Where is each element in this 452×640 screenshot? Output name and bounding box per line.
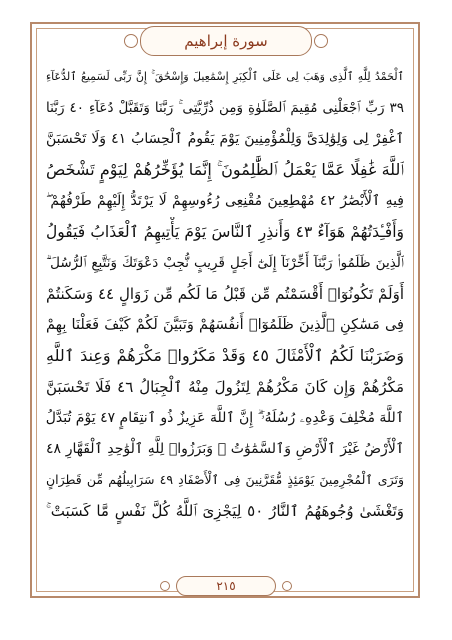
text-line: وَأَفْـِٔدَتُهُمْ هَوَآءٌ ٤٣ وَأَنذِرِ ٱلنَّاسَ يَوْمَ يَأْتِيهِمُ ٱلْعَذَابُ فَيَقُولُ [46,223,404,241]
text-line: مَكْرُهُمْ وَإِن كَانَ مَكْرُهُمْ لِتَزُولَ مِنْهُ ٱلْجِبَالُ ٤٦ فَلَا تَحْسَبَنَّ [46,378,404,396]
text-line: وَتَرَى ٱلْمُجْرِمِينَ يَوْمَئِذٍ مُّقَرَّنِينَ فِى ٱلْأَصْفَادِ ٤٩ سَرَابِيلُهُم مِّن قَطِرَانٍ [46,472,404,487]
text-line: فِى مَسَٰكِنِ ٱلَّذِينَ ظَلَمُوٓا۟ أَنفُسَهُمْ وَتَبَيَّنَ لَكُمْ كَيْفَ فَعَلْنَا بِهِمْ [46,317,404,333]
text-line: وَضَرَبْنَا لَكُمُ ٱلْأَمْثَالَ ٤٥ وَقَدْ مَكَرُوا۟ مَكْرَهُمْ وَعِندَ ٱللَّهِ [46,346,404,365]
text-line: ٱلْأَرْضُ غَيْرَ ٱلْأَرْضِ وَٱلسَّمَٰوَٰتُ ۖ وَبَرَزُوا۟ لِلَّهِ ٱلْوَٰحِدِ ٱلْقَهَّارِ ٤٨ [46,441,404,457]
header-ornament-left [124,34,138,48]
text-line: ٱللَّهَ غَٰفِلًا عَمَّا يَعْمَلُ ٱلظَّٰلِمُونَ ۚ إِنَّمَا يُؤَخِّرُهُمْ لِيَوْمٍ تَشْخَصُ [46,160,404,179]
text-line: ٱلْحَمْدُ لِلَّهِ ٱلَّذِى وَهَبَ لِى عَلَى ٱلْكِبَرِ إِسْمَٰعِيلَ وَإِسْحَٰقَ ۚ إِنَّ رَبِّى لَسَمِيعُ ٱلدُّعَآءِ [46,70,404,83]
text-line: ٣٩ رَبِّ ٱجْعَلْنِى مُقِيمَ ٱلصَّلَوٰةِ وَمِن ذُرِّيَّتِى ۚ رَبَّنَا وَتَقَبَّلْ دُعَآءِ ٤٠ رَبَّنَا [46,100,404,116]
page-number: ٢١٥ [216,579,236,593]
footer-ornament-left [160,581,170,591]
text-line: ٱغْفِرْ لِى وَلِوَٰلِدَىَّ وَلِلْمُؤْمِنِينَ يَوْمَ يَقُومُ ٱلْحِسَابُ ٤١ وَلَا تَحْسَبَنَّ [46,131,404,147]
text-line: فِيهِ ٱلْأَبْصَٰرُ ٤٢ مُهْطِعِينَ مُقْنِعِى رُءُوسِهِمْ لَا يَرْتَدُّ إِلَيْهِمْ طَرْفُهُمْ ۖ [46,193,404,209]
text-line: وَتَغْشَىٰ وُجُوهَهُمُ ٱلنَّارُ ٥٠ لِيَجْزِىَ ٱللَّهُ كُلَّ نَفْسٍ مَّا كَسَبَتْ ۚ [46,502,404,520]
surah-header [140,26,312,56]
page-number-badge [176,576,276,596]
text-line: ٱلَّذِينَ ظَلَمُوا۟ رَبَّنَآ أَخِّرْنَآ إِلَىٰٓ أَجَلٍ قَرِيبٍ نُّجِبْ دَعْوَتَكَ وَنَتَّبِعِ ٱلرُّسُلَ ۗ [46,255,404,271]
header-ornament-right [314,34,328,48]
text-line: أَوَلَمْ تَكُونُوٓا۟ أَقْسَمْتُم مِّن قَبْلُ مَا لَكُم مِّن زَوَالٍ ٤٤ وَسَكَنتُمْ [46,285,404,303]
footer-ornament-right [282,581,292,591]
text-line: ٱللَّهَ مُخْلِفَ وَعْدِهِۦ رُسُلَهُۥٓ ۗ إِنَّ ٱللَّهَ عَزِيزٌ ذُو ٱنتِقَامٍ ٤٧ يَوْمَ تُبَدَّلُ [46,410,404,426]
quran-text [46,62,404,568]
surah-title: سورة إبراهيم [184,32,268,50]
